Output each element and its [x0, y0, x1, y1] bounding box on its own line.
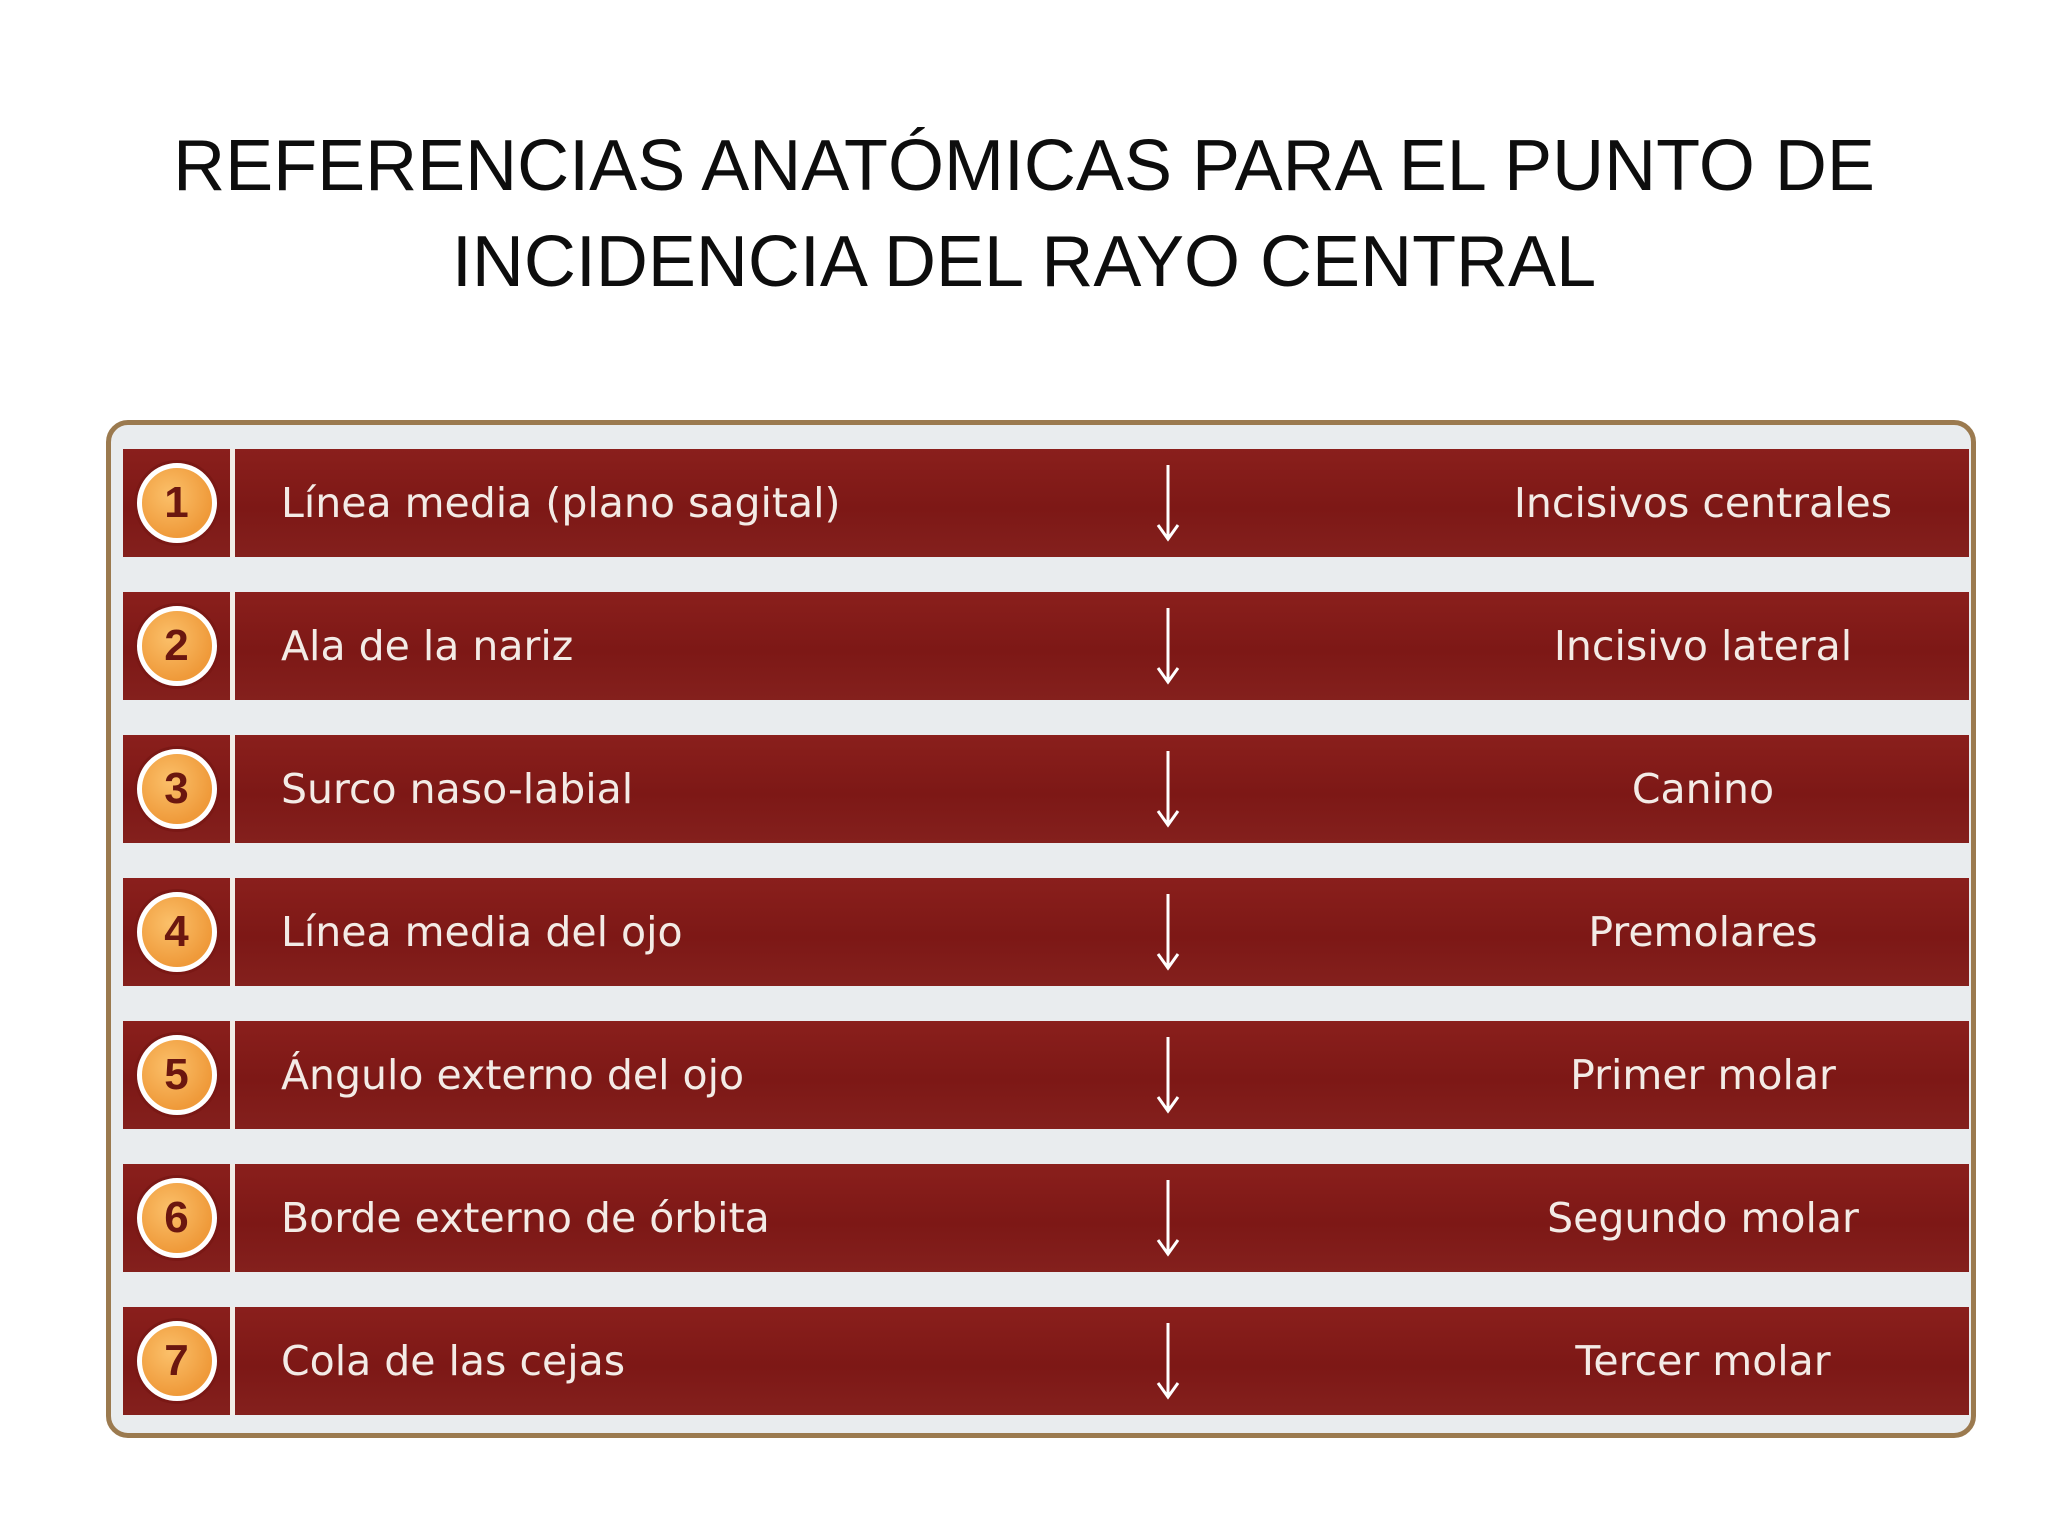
tooth-label: Segundo molar — [1547, 1194, 1859, 1242]
anatomical-reference: Línea media del ojo — [281, 908, 683, 956]
number-badge: 1 — [137, 463, 217, 543]
number-badge: 2 — [137, 606, 217, 686]
table-row — [123, 592, 1969, 700]
anatomical-reference: Surco naso-labial — [281, 765, 634, 813]
tooth-label: Canino — [1631, 765, 1775, 813]
table-row — [123, 735, 1969, 843]
number-cell — [123, 449, 235, 557]
number-cell — [123, 1164, 235, 1272]
number-cell — [123, 878, 235, 986]
number-badge: 3 — [137, 749, 217, 829]
slide-title-line-1: REFERENCIAS ANATÓMICAS PARA EL PUNTO DE — [173, 126, 1875, 206]
number-badge: 4 — [137, 892, 217, 972]
tooth-label: Tercer molar — [1575, 1337, 1831, 1385]
anatomical-reference: Cola de las cejas — [281, 1337, 626, 1385]
number-cell — [123, 735, 235, 843]
reference-table — [106, 420, 1976, 1438]
anatomical-reference: Ala de la nariz — [281, 622, 574, 670]
table-row — [123, 1307, 1969, 1415]
slide-title — [0, 118, 2048, 310]
tooth-label: Incisivo lateral — [1553, 622, 1853, 670]
anatomical-reference: Borde externo de órbita — [281, 1194, 770, 1242]
number-cell — [123, 1021, 235, 1129]
table-row — [123, 878, 1969, 986]
table-row — [123, 1021, 1969, 1129]
number-badge: 6 — [137, 1178, 217, 1258]
tooth-label: Premolares — [1588, 908, 1818, 956]
slide-title-line-2: INCIDENCIA DEL RAYO CENTRAL — [451, 222, 1597, 302]
down-arrow-icon — [1153, 892, 1183, 972]
down-arrow-icon — [1153, 1321, 1183, 1401]
number-badge: 7 — [137, 1321, 217, 1401]
down-arrow-icon — [1153, 749, 1183, 829]
down-arrow-icon — [1153, 1035, 1183, 1115]
number-cell — [123, 592, 235, 700]
number-cell — [123, 1307, 235, 1415]
down-arrow-icon — [1153, 606, 1183, 686]
down-arrow-icon — [1153, 463, 1183, 543]
table-row — [123, 449, 1969, 557]
tooth-label: Incisivos centrales — [1513, 479, 1893, 527]
number-badge: 5 — [137, 1035, 217, 1115]
tooth-label: Primer molar — [1570, 1051, 1836, 1099]
down-arrow-icon — [1153, 1178, 1183, 1258]
anatomical-reference: Ángulo externo del ojo — [281, 1051, 745, 1099]
anatomical-reference: Línea media (plano sagital) — [281, 479, 841, 527]
table-row — [123, 1164, 1969, 1272]
